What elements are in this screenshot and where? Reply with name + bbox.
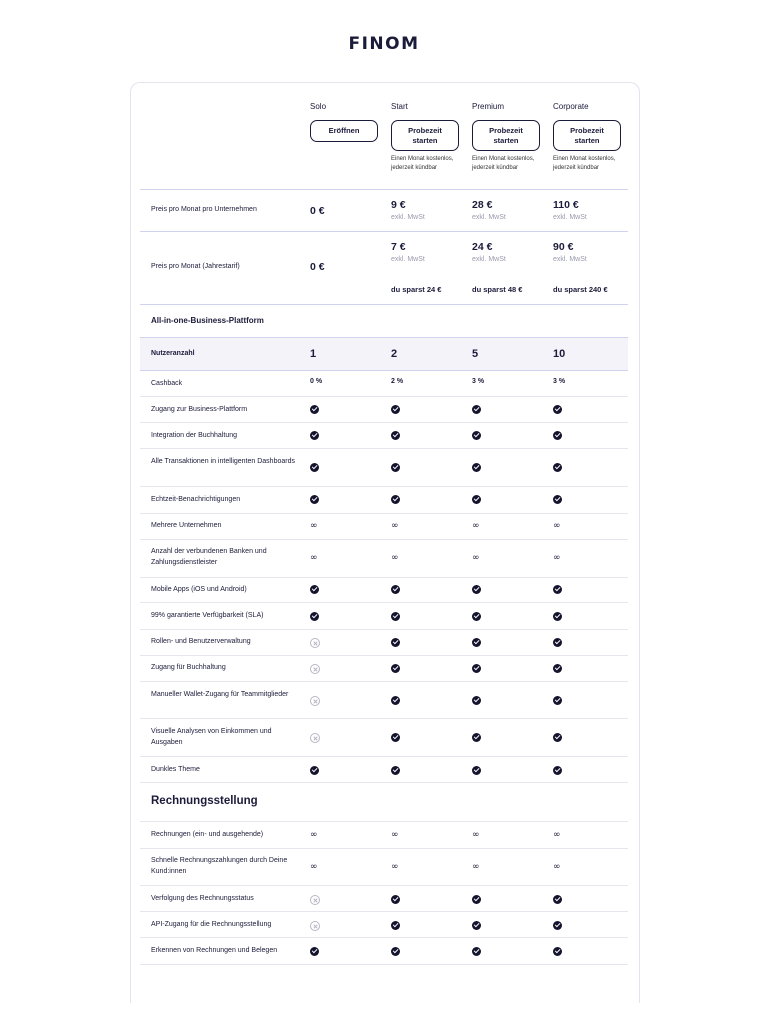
check-circle-icon: [391, 921, 400, 930]
divider: [140, 911, 628, 912]
feature-cell-corporate: [553, 405, 563, 415]
trial-note-premium: Einen Monat kostenlos, jederzeit kündbar: [472, 156, 535, 171]
divider: [304, 189, 628, 190]
feature-cell-premium: [472, 921, 482, 931]
price-yearly-vat-corporate: exkl. MwSt: [553, 256, 587, 263]
feature-cell-corporate: [553, 522, 563, 532]
feature-cell-premium: [472, 638, 482, 648]
divider: [140, 304, 628, 305]
divider: [140, 885, 628, 886]
feature-cell-corporate: [553, 921, 563, 931]
check-circle-icon: [472, 405, 481, 414]
check-circle-icon: [553, 895, 562, 904]
divider: [140, 718, 628, 719]
check-circle-icon: [391, 495, 400, 504]
divider: [140, 964, 628, 965]
feature-cell-start: [391, 522, 401, 532]
price-yearly-solo: 0 €: [310, 261, 325, 273]
feature-cell-solo: [310, 733, 320, 743]
infinity-icon: ∞: [472, 830, 480, 840]
feature-cell-premium: [472, 863, 482, 873]
user-count-start: 2: [391, 348, 398, 360]
check-circle-icon: [391, 405, 400, 414]
feature-label-verfolgung-des-rechnungsstatus: Verfolgung des Rechnungsstatus: [151, 895, 254, 902]
feature-cell-premium: [472, 895, 482, 905]
check-circle-icon: [391, 947, 400, 956]
check-circle-icon: [472, 895, 481, 904]
price-yearly-premium: 24 €: [472, 241, 493, 253]
cashback-label: Cashback: [151, 380, 183, 387]
user-count-solo: 1: [310, 348, 317, 360]
check-circle-icon: [553, 638, 562, 647]
feature-cell-premium: [472, 405, 482, 415]
check-circle-icon: [310, 463, 319, 472]
cashback-solo: 0 %: [310, 378, 323, 385]
price-monthly-corporate: 110 €: [553, 199, 579, 211]
feature-cell-premium: [472, 733, 482, 743]
feature-cell-solo: [310, 696, 320, 706]
infinity-icon: ∞: [391, 862, 399, 872]
start-trial-button-corporate[interactable]: Probezeit starten: [553, 120, 621, 151]
feature-cell-start: [391, 733, 401, 743]
feature-label-visuelle-analysen-von-einkommen-und-ausgaben: Visuelle Analysen von Einkommen und Ausgaben: [151, 728, 272, 746]
feature-cell-premium: [472, 766, 482, 776]
check-circle-icon: [472, 696, 481, 705]
feature-cell-solo: [310, 638, 320, 648]
plan-name-start: Start: [391, 102, 408, 111]
feature-cell-start: [391, 612, 401, 622]
savings-start: du sparst 24 €: [391, 285, 442, 294]
infinity-icon: ∞: [310, 553, 318, 563]
check-circle-icon: [391, 463, 400, 472]
cashback-premium: 3 %: [472, 378, 485, 385]
feature-cell-start: [391, 766, 401, 776]
check-circle-icon: [391, 612, 400, 621]
divider: [140, 448, 628, 449]
divider: [140, 486, 628, 487]
check-circle-icon: [391, 638, 400, 647]
divider: [140, 577, 628, 578]
feature-label-99-garantierte-verf-gbarkeit-sla: 99% garantierte Verfügbarkeit (SLA): [151, 612, 264, 619]
check-circle-icon: [310, 495, 319, 504]
check-circle-icon: [553, 921, 562, 930]
feature-cell-corporate: [553, 585, 563, 595]
divider: [140, 231, 628, 232]
feature-cell-corporate: [553, 463, 563, 473]
section-title-platform: All-in-one-Business-Plattform: [151, 316, 264, 325]
feature-cell-start: [391, 405, 401, 415]
feature-label-integration-der-buchhaltung: Integration der Buchhaltung: [151, 432, 238, 439]
check-circle-icon: [553, 733, 562, 742]
feature-cell-solo: [310, 585, 320, 595]
feature-cell-solo: [310, 664, 320, 674]
feature-cell-solo: [310, 463, 320, 473]
feature-cell-solo: [310, 405, 320, 415]
feature-label-echtzeit-benachrichtigungen: Echtzeit-Benachrichtigungen: [151, 496, 241, 503]
cross-circle-icon: [310, 733, 320, 743]
start-trial-button-start[interactable]: Probezeit starten: [391, 120, 459, 151]
check-circle-icon: [310, 612, 319, 621]
feature-cell-start: [391, 463, 401, 473]
check-circle-icon: [472, 463, 481, 472]
feature-cell-start: [391, 696, 401, 706]
feature-label-mobile-apps-ios-und-android: Mobile Apps (iOS und Android): [151, 586, 247, 593]
feature-cell-start: [391, 895, 401, 905]
plan-name-premium: Premium: [472, 102, 505, 111]
feature-cell-solo: [310, 863, 320, 873]
check-circle-icon: [472, 921, 481, 930]
user-count-label: Nutzeranzahl: [151, 350, 195, 357]
infinity-icon: ∞: [472, 862, 480, 872]
infinity-icon: ∞: [391, 553, 399, 563]
feature-label-rollen-und-benutzerverwaltung: Rollen- und Benutzerverwaltung: [151, 638, 251, 645]
feature-cell-start: [391, 863, 401, 873]
feature-label-api-zugang-f-r-die-rechnungsstellung: API-Zugang für die Rechnungsstellung: [151, 921, 272, 928]
check-circle-icon: [310, 431, 319, 440]
price-monthly-vat-start: exkl. MwSt: [391, 214, 425, 221]
check-circle-icon: [553, 696, 562, 705]
feature-cell-premium: [472, 554, 482, 564]
cross-circle-icon: [310, 638, 320, 648]
divider: [140, 539, 628, 540]
check-circle-icon: [472, 585, 481, 594]
trial-note-start: Einen Monat kostenlos, jederzeit kündbar: [391, 156, 454, 171]
price-yearly-label: Preis pro Monat (Jahrestarif): [151, 263, 240, 270]
feature-cell-corporate: [553, 696, 563, 706]
feature-cell-solo: [310, 947, 320, 957]
feature-cell-corporate: [553, 895, 563, 905]
cashback-corporate: 3 %: [553, 378, 566, 385]
divider: [140, 848, 628, 849]
feature-cell-premium: [472, 585, 482, 595]
price-monthly-start: 9 €: [391, 199, 406, 211]
check-circle-icon: [472, 638, 481, 647]
section-title-invoicing: Rechnungsstellung: [151, 795, 258, 807]
feature-label-manueller-wallet-zugang-f-r-teammitglieder: Manueller Wallet-Zugang für Teammitglieder: [151, 691, 289, 698]
divider: [140, 655, 628, 656]
infinity-icon: ∞: [553, 830, 561, 840]
price-monthly-vat-premium: exkl. MwSt: [472, 214, 506, 221]
plan-name-corporate: Corporate: [553, 102, 589, 111]
cashback-start: 2 %: [391, 378, 404, 385]
divider: [140, 422, 628, 423]
feature-label-dunkles-theme: Dunkles Theme: [151, 766, 200, 773]
infinity-icon: ∞: [472, 553, 480, 563]
feature-cell-corporate: [553, 612, 563, 622]
feature-cell-corporate: [553, 863, 563, 873]
feature-cell-solo: [310, 831, 320, 841]
finom-logo[interactable]: FINOM: [348, 34, 420, 54]
divider: [140, 681, 628, 682]
feature-cell-corporate: [553, 554, 563, 564]
check-circle-icon: [472, 664, 481, 673]
check-circle-icon: [472, 431, 481, 440]
start-trial-button-premium[interactable]: Probezeit starten: [472, 120, 540, 151]
feature-cell-premium: [472, 495, 482, 505]
infinity-icon: ∞: [310, 830, 318, 840]
divider: [140, 396, 628, 397]
feature-cell-corporate: [553, 733, 563, 743]
feature-cell-premium: [472, 831, 482, 841]
check-circle-icon: [553, 947, 562, 956]
price-monthly-solo: 0 €: [310, 205, 325, 217]
check-circle-icon: [391, 696, 400, 705]
check-circle-icon: [391, 895, 400, 904]
feature-cell-corporate: [553, 664, 563, 674]
divider: [140, 756, 628, 757]
check-circle-icon: [553, 612, 562, 621]
check-circle-icon: [310, 405, 319, 414]
savings-premium: du sparst 48 €: [472, 285, 523, 294]
price-monthly-premium: 28 €: [472, 199, 493, 211]
divider: [140, 937, 628, 938]
feature-cell-corporate: [553, 638, 563, 648]
check-circle-icon: [472, 612, 481, 621]
cross-circle-icon: [310, 895, 320, 905]
feature-cell-corporate: [553, 947, 563, 957]
check-circle-icon: [310, 766, 319, 775]
savings-corporate: du sparst 240 €: [553, 285, 608, 294]
cross-circle-icon: [310, 696, 320, 706]
feature-cell-premium: [472, 664, 482, 674]
trial-note-corporate: Einen Monat kostenlos, jederzeit kündbar: [553, 156, 616, 171]
feature-label-mehrere-unternehmen: Mehrere Unternehmen: [151, 522, 222, 529]
infinity-icon: ∞: [391, 521, 399, 531]
check-circle-icon: [553, 431, 562, 440]
price-yearly-vat-start: exkl. MwSt: [391, 256, 425, 263]
check-circle-icon: [472, 766, 481, 775]
check-circle-icon: [553, 766, 562, 775]
feature-cell-solo: [310, 522, 320, 532]
feature-cell-solo: [310, 895, 320, 905]
divider: [140, 629, 628, 630]
feature-cell-start: [391, 831, 401, 841]
user-count-corporate: 10: [553, 348, 566, 360]
check-circle-icon: [391, 664, 400, 673]
feature-label-rechnungen-ein-und-ausgehende: Rechnungen (ein- und ausgehende): [151, 831, 264, 838]
check-circle-icon: [391, 733, 400, 742]
feature-label-erkennen-von-rechnungen-und-belegen: Erkennen von Rechnungen und Belegen: [151, 947, 278, 954]
price-yearly-vat-premium: exkl. MwSt: [472, 256, 506, 263]
check-circle-icon: [472, 495, 481, 504]
feature-cell-premium: [472, 947, 482, 957]
price-yearly-corporate: 90 €: [553, 241, 574, 253]
infinity-icon: ∞: [553, 553, 561, 563]
divider: [140, 513, 628, 514]
infinity-icon: ∞: [310, 862, 318, 872]
infinity-icon: ∞: [553, 862, 561, 872]
check-circle-icon: [391, 766, 400, 775]
cross-circle-icon: [310, 664, 320, 674]
divider: [140, 821, 628, 822]
price-monthly-label: Preis pro Monat pro Unternehmen: [151, 206, 257, 213]
feature-cell-start: [391, 431, 401, 441]
feature-cell-solo: [310, 495, 320, 505]
feature-cell-premium: [472, 431, 482, 441]
feature-label-zugang-f-r-buchhaltung: Zugang für Buchhaltung: [151, 664, 226, 671]
feature-cell-start: [391, 638, 401, 648]
feature-cell-corporate: [553, 431, 563, 441]
check-circle-icon: [310, 947, 319, 956]
price-monthly-vat-corporate: exkl. MwSt: [553, 214, 587, 221]
feature-cell-start: [391, 947, 401, 957]
feature-cell-solo: [310, 431, 320, 441]
check-circle-icon: [472, 733, 481, 742]
divider: [140, 782, 628, 783]
check-circle-icon: [553, 405, 562, 414]
feature-cell-premium: [472, 463, 482, 473]
check-circle-icon: [391, 431, 400, 440]
check-circle-icon: [472, 947, 481, 956]
user-count-premium: 5: [472, 348, 479, 360]
check-circle-icon: [553, 495, 562, 504]
price-yearly-start: 7 €: [391, 241, 406, 253]
infinity-icon: ∞: [553, 521, 561, 531]
check-circle-icon: [553, 585, 562, 594]
feature-cell-solo: [310, 612, 320, 622]
feature-cell-solo: [310, 766, 320, 776]
feature-label-zugang-zur-business-plattform: Zugang zur Business-Plattform: [151, 406, 248, 413]
feature-label-alle-transaktionen-in-intelligenten-dashboards: Alle Transaktionen in intelligenten Dashboards: [151, 458, 295, 465]
feature-cell-solo: [310, 921, 320, 931]
feature-cell-start: [391, 664, 401, 674]
feature-label-schnelle-rechnungszahlungen-durch-deine-kund-innen: Schnelle Rechnungszahlungen durch Deine Kund:innen: [151, 857, 288, 875]
divider: [140, 189, 304, 190]
feature-cell-start: [391, 554, 401, 564]
feature-cell-start: [391, 921, 401, 931]
divider: [140, 370, 628, 371]
feature-cell-corporate: [553, 766, 563, 776]
feature-cell-premium: [472, 696, 482, 706]
feature-cell-premium: [472, 522, 482, 532]
feature-cell-corporate: [553, 495, 563, 505]
infinity-icon: ∞: [391, 830, 399, 840]
check-circle-icon: [553, 463, 562, 472]
infinity-icon: ∞: [310, 521, 318, 531]
feature-cell-corporate: [553, 831, 563, 841]
feature-cell-premium: [472, 612, 482, 622]
divider: [140, 602, 628, 603]
feature-label-anzahl-der-verbundenen-banken-und-zahlungsdienstleister: Anzahl der verbundenen Banken und Zahlungsdienstleister: [151, 548, 267, 566]
cross-circle-icon: [310, 921, 320, 931]
infinity-icon: ∞: [472, 521, 480, 531]
check-circle-icon: [391, 585, 400, 594]
feature-cell-start: [391, 585, 401, 595]
plan-name-solo: Solo: [310, 102, 327, 111]
open-solo-button[interactable]: Eröffnen: [310, 120, 378, 142]
check-circle-icon: [553, 664, 562, 673]
feature-cell-solo: [310, 554, 320, 564]
feature-cell-start: [391, 495, 401, 505]
check-circle-icon: [310, 585, 319, 594]
